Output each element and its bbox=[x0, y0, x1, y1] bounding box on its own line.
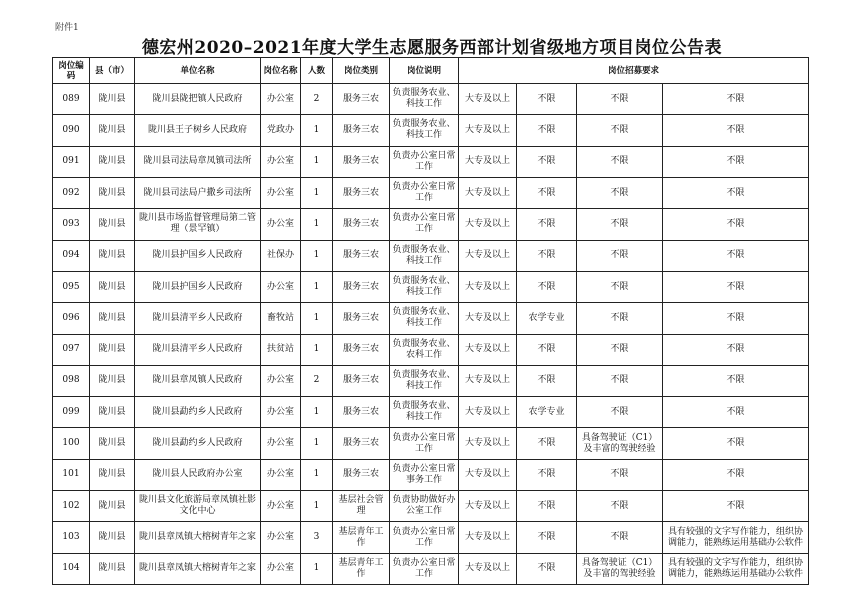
cell-certificate: 不限 bbox=[577, 522, 663, 553]
cell-count: 1 bbox=[301, 177, 333, 208]
table-row bbox=[53, 115, 809, 146]
cell-post-code: 093 bbox=[53, 209, 90, 240]
cell-unit-name: 陇川县勐约乡人民政府 bbox=[135, 428, 261, 459]
cell-count: 1 bbox=[301, 271, 333, 302]
cell-education: 大专及以上 bbox=[459, 459, 517, 490]
cell-unit-name: 陇川县护国乡人民政府 bbox=[135, 240, 261, 271]
header-post-code: 岗位编码 bbox=[53, 58, 90, 84]
cell-count: 1 bbox=[301, 553, 333, 584]
cell-education: 大专及以上 bbox=[459, 115, 517, 146]
cell-count: 1 bbox=[301, 459, 333, 490]
cell-other-requirements: 不限 bbox=[663, 84, 809, 115]
cell-education: 大专及以上 bbox=[459, 240, 517, 271]
cell-count: 1 bbox=[301, 146, 333, 177]
cell-other-requirements: 不限 bbox=[663, 177, 809, 208]
cell-post-name: 办公室 bbox=[261, 177, 301, 208]
table-row bbox=[53, 84, 809, 115]
table-row bbox=[53, 271, 809, 302]
cell-certificate: 不限 bbox=[577, 146, 663, 177]
cell-certificate: 不限 bbox=[577, 240, 663, 271]
cell-unit-name: 陇川县章凤镇大榕树青年之家 bbox=[135, 522, 261, 553]
header-county: 县（市） bbox=[90, 58, 135, 84]
cell-post-name: 办公室 bbox=[261, 365, 301, 396]
table-row bbox=[53, 365, 809, 396]
cell-other-requirements: 不限 bbox=[663, 334, 809, 365]
cell-county: 陇川县 bbox=[90, 146, 135, 177]
table-row bbox=[53, 491, 809, 522]
cell-major: 不限 bbox=[517, 553, 577, 584]
cell-major: 不限 bbox=[517, 240, 577, 271]
cell-major: 不限 bbox=[517, 491, 577, 522]
table-row bbox=[53, 146, 809, 177]
cell-service-type: 服务三农 bbox=[333, 177, 390, 208]
cell-major: 不限 bbox=[517, 365, 577, 396]
cell-description: 负责办公室日常事务工作 bbox=[390, 459, 459, 490]
cell-unit-name: 陇川县护国乡人民政府 bbox=[135, 271, 261, 302]
cell-unit-name: 陇川县王子树乡人民政府 bbox=[135, 115, 261, 146]
cell-post-name: 办公室 bbox=[261, 522, 301, 553]
cell-county: 陇川县 bbox=[90, 459, 135, 490]
cell-other-requirements: 不限 bbox=[663, 491, 809, 522]
cell-count: 1 bbox=[301, 115, 333, 146]
cell-major: 不限 bbox=[517, 459, 577, 490]
cell-count: 1 bbox=[301, 240, 333, 271]
cell-description: 负责办公室日常工作 bbox=[390, 209, 459, 240]
post-table bbox=[52, 57, 809, 585]
cell-post-name: 办公室 bbox=[261, 397, 301, 428]
cell-description: 负责服务农业、科技工作 bbox=[390, 84, 459, 115]
cell-education: 大专及以上 bbox=[459, 397, 517, 428]
cell-other-requirements: 不限 bbox=[663, 146, 809, 177]
cell-service-type: 服务三农 bbox=[333, 334, 390, 365]
cell-major: 不限 bbox=[517, 334, 577, 365]
cell-major: 不限 bbox=[517, 271, 577, 302]
cell-post-name: 办公室 bbox=[261, 553, 301, 584]
cell-certificate: 不限 bbox=[577, 334, 663, 365]
cell-description: 负责服务农业、科技工作 bbox=[390, 240, 459, 271]
cell-count: 1 bbox=[301, 397, 333, 428]
cell-count: 1 bbox=[301, 428, 333, 459]
cell-education: 大专及以上 bbox=[459, 209, 517, 240]
cell-unit-name: 陇川县文化旅游局章凤镇社影文化中心 bbox=[135, 491, 261, 522]
table-row bbox=[53, 397, 809, 428]
cell-county: 陇川县 bbox=[90, 365, 135, 396]
cell-count: 3 bbox=[301, 522, 333, 553]
cell-count: 1 bbox=[301, 334, 333, 365]
table-row bbox=[53, 553, 809, 584]
cell-post-code: 089 bbox=[53, 84, 90, 115]
table-row bbox=[53, 240, 809, 271]
cell-major: 农学专业 bbox=[517, 397, 577, 428]
cell-education: 大专及以上 bbox=[459, 553, 517, 584]
cell-post-name: 办公室 bbox=[261, 428, 301, 459]
cell-other-requirements: 不限 bbox=[663, 115, 809, 146]
cell-county: 陇川县 bbox=[90, 491, 135, 522]
cell-post-name: 办公室 bbox=[261, 146, 301, 177]
cell-other-requirements: 不限 bbox=[663, 209, 809, 240]
attachment-label: 附件1 bbox=[55, 23, 79, 33]
cell-service-type: 服务三农 bbox=[333, 428, 390, 459]
cell-service-type: 服务三农 bbox=[333, 303, 390, 334]
cell-major: 不限 bbox=[517, 84, 577, 115]
cell-post-name: 扶贫站 bbox=[261, 334, 301, 365]
cell-count: 1 bbox=[301, 303, 333, 334]
cell-post-code: 099 bbox=[53, 397, 90, 428]
cell-post-code: 091 bbox=[53, 146, 90, 177]
cell-certificate: 不限 bbox=[577, 115, 663, 146]
cell-certificate: 不限 bbox=[577, 365, 663, 396]
cell-other-requirements: 不限 bbox=[663, 271, 809, 302]
cell-service-type: 服务三农 bbox=[333, 146, 390, 177]
cell-certificate: 不限 bbox=[577, 397, 663, 428]
cell-description: 负责服务农业、科技工作 bbox=[390, 303, 459, 334]
cell-post-code: 100 bbox=[53, 428, 90, 459]
cell-description: 负责办公室日常工作 bbox=[390, 177, 459, 208]
cell-county: 陇川县 bbox=[90, 177, 135, 208]
cell-post-code: 102 bbox=[53, 491, 90, 522]
cell-certificate: 不限 bbox=[577, 209, 663, 240]
cell-description: 负责服务农业、科技工作 bbox=[390, 397, 459, 428]
cell-county: 陇川县 bbox=[90, 209, 135, 240]
cell-post-code: 096 bbox=[53, 303, 90, 334]
cell-description: 负责办公室日常工作 bbox=[390, 146, 459, 177]
cell-other-requirements: 不限 bbox=[663, 428, 809, 459]
cell-certificate: 不限 bbox=[577, 84, 663, 115]
cell-major: 不限 bbox=[517, 428, 577, 459]
cell-other-requirements: 具有较强的文字写作能力，组织协调能力，能熟练运用基础办公软件 bbox=[663, 553, 809, 584]
table-row bbox=[53, 303, 809, 334]
cell-post-code: 104 bbox=[53, 553, 90, 584]
cell-unit-name: 陇川县人民政府办公室 bbox=[135, 459, 261, 490]
cell-post-name: 畜牧站 bbox=[261, 303, 301, 334]
header-requirements: 岗位招募要求 bbox=[459, 58, 809, 84]
cell-unit-name: 陇川县勐约乡人民政府 bbox=[135, 397, 261, 428]
cell-county: 陇川县 bbox=[90, 115, 135, 146]
cell-post-name: 办公室 bbox=[261, 209, 301, 240]
cell-count: 2 bbox=[301, 365, 333, 396]
cell-education: 大专及以上 bbox=[459, 271, 517, 302]
cell-unit-name: 陇川县清平乡人民政府 bbox=[135, 303, 261, 334]
cell-other-requirements: 具有较强的文字写作能力，组织协调能力，能熟练运用基础办公软件 bbox=[663, 522, 809, 553]
cell-count: 1 bbox=[301, 209, 333, 240]
cell-major: 不限 bbox=[517, 146, 577, 177]
cell-other-requirements: 不限 bbox=[663, 397, 809, 428]
header-count: 人数 bbox=[301, 58, 333, 84]
cell-post-code: 097 bbox=[53, 334, 90, 365]
cell-service-type: 服务三农 bbox=[333, 84, 390, 115]
cell-education: 大专及以上 bbox=[459, 177, 517, 208]
table-row bbox=[53, 428, 809, 459]
cell-certificate: 不限 bbox=[577, 177, 663, 208]
cell-count: 1 bbox=[301, 491, 333, 522]
cell-certificate: 不限 bbox=[577, 459, 663, 490]
cell-county: 陇川县 bbox=[90, 84, 135, 115]
cell-education: 大专及以上 bbox=[459, 365, 517, 396]
cell-other-requirements: 不限 bbox=[663, 365, 809, 396]
cell-county: 陇川县 bbox=[90, 553, 135, 584]
cell-service-type: 基层青年工作 bbox=[333, 522, 390, 553]
cell-post-code: 103 bbox=[53, 522, 90, 553]
cell-certificate: 不限 bbox=[577, 491, 663, 522]
cell-description: 负责办公室日常工作 bbox=[390, 522, 459, 553]
header-unit-name: 单位名称 bbox=[135, 58, 261, 84]
cell-unit-name: 陇川县清平乡人民政府 bbox=[135, 334, 261, 365]
cell-description: 负责协助做好办公室工作 bbox=[390, 491, 459, 522]
table-row bbox=[53, 522, 809, 553]
cell-major: 不限 bbox=[517, 209, 577, 240]
cell-county: 陇川县 bbox=[90, 334, 135, 365]
cell-post-name: 社保办 bbox=[261, 240, 301, 271]
cell-count: 2 bbox=[301, 84, 333, 115]
cell-post-name: 办公室 bbox=[261, 271, 301, 302]
cell-other-requirements: 不限 bbox=[663, 459, 809, 490]
cell-county: 陇川县 bbox=[90, 397, 135, 428]
cell-education: 大专及以上 bbox=[459, 428, 517, 459]
cell-county: 陇川县 bbox=[90, 428, 135, 459]
cell-county: 陇川县 bbox=[90, 240, 135, 271]
cell-post-name: 办公室 bbox=[261, 491, 301, 522]
cell-unit-name: 陇川县章凤镇大榕树青年之家 bbox=[135, 553, 261, 584]
cell-other-requirements: 不限 bbox=[663, 303, 809, 334]
cell-county: 陇川县 bbox=[90, 271, 135, 302]
cell-unit-name: 陇川县市场监督管理局第二管理（景罕镇） bbox=[135, 209, 261, 240]
table-row bbox=[53, 177, 809, 208]
cell-unit-name: 陇川县司法局章凤镇司法所 bbox=[135, 146, 261, 177]
table-row bbox=[53, 459, 809, 490]
cell-other-requirements: 不限 bbox=[663, 240, 809, 271]
table-row bbox=[53, 334, 809, 365]
cell-county: 陇川县 bbox=[90, 303, 135, 334]
cell-description: 负责服务农业、科技工作 bbox=[390, 115, 459, 146]
cell-major: 不限 bbox=[517, 115, 577, 146]
cell-major: 农学专业 bbox=[517, 303, 577, 334]
cell-service-type: 基层青年工作 bbox=[333, 553, 390, 584]
cell-certificate: 不限 bbox=[577, 271, 663, 302]
cell-service-type: 服务三农 bbox=[333, 271, 390, 302]
cell-service-type: 服务三农 bbox=[333, 459, 390, 490]
cell-service-type: 服务三农 bbox=[333, 240, 390, 271]
cell-post-code: 094 bbox=[53, 240, 90, 271]
cell-post-name: 办公室 bbox=[261, 459, 301, 490]
cell-unit-name: 陇川县陇把镇人民政府 bbox=[135, 84, 261, 115]
cell-unit-name: 陇川县章凤镇人民政府 bbox=[135, 365, 261, 396]
cell-description: 负责办公室日常工作 bbox=[390, 553, 459, 584]
cell-description: 负责服务农业、科技工作 bbox=[390, 271, 459, 302]
table-row bbox=[53, 209, 809, 240]
cell-description: 负责办公室日常工作 bbox=[390, 428, 459, 459]
cell-education: 大专及以上 bbox=[459, 522, 517, 553]
cell-major: 不限 bbox=[517, 522, 577, 553]
cell-service-type: 服务三农 bbox=[333, 397, 390, 428]
cell-education: 大专及以上 bbox=[459, 334, 517, 365]
cell-county: 陇川县 bbox=[90, 522, 135, 553]
cell-major: 不限 bbox=[517, 177, 577, 208]
cell-certificate: 不限 bbox=[577, 303, 663, 334]
cell-post-name: 办公室 bbox=[261, 84, 301, 115]
cell-education: 大专及以上 bbox=[459, 303, 517, 334]
cell-service-type: 服务三农 bbox=[333, 209, 390, 240]
cell-certificate: 具备驾驶证（C1）及丰富的驾驶经验 bbox=[577, 553, 663, 584]
cell-service-type: 服务三农 bbox=[333, 365, 390, 396]
cell-education: 大专及以上 bbox=[459, 146, 517, 177]
cell-education: 大专及以上 bbox=[459, 491, 517, 522]
cell-post-name: 党政办 bbox=[261, 115, 301, 146]
cell-service-type: 基层社会管理 bbox=[333, 491, 390, 522]
cell-description: 负责服务农业、科技工作 bbox=[390, 365, 459, 396]
page-title: 德宏州2020–2021年度大学生志愿服务西部计划省级地方项目岗位公告表 bbox=[141, 38, 723, 58]
header-row bbox=[53, 58, 809, 84]
header-description: 岗位说明 bbox=[390, 58, 459, 84]
cell-description: 负责服务农业、农科工作 bbox=[390, 334, 459, 365]
cell-post-code: 092 bbox=[53, 177, 90, 208]
cell-certificate: 具备驾驶证（C1）及丰富的驾驶经验 bbox=[577, 428, 663, 459]
cell-post-code: 090 bbox=[53, 115, 90, 146]
cell-post-code: 095 bbox=[53, 271, 90, 302]
cell-post-code: 101 bbox=[53, 459, 90, 490]
cell-service-type: 服务三农 bbox=[333, 115, 390, 146]
header-service-type: 岗位类别 bbox=[333, 58, 390, 84]
cell-education: 大专及以上 bbox=[459, 84, 517, 115]
cell-post-code: 098 bbox=[53, 365, 90, 396]
header-post-name: 岗位名称 bbox=[261, 58, 301, 84]
cell-unit-name: 陇川县司法局户撒乡司法所 bbox=[135, 177, 261, 208]
